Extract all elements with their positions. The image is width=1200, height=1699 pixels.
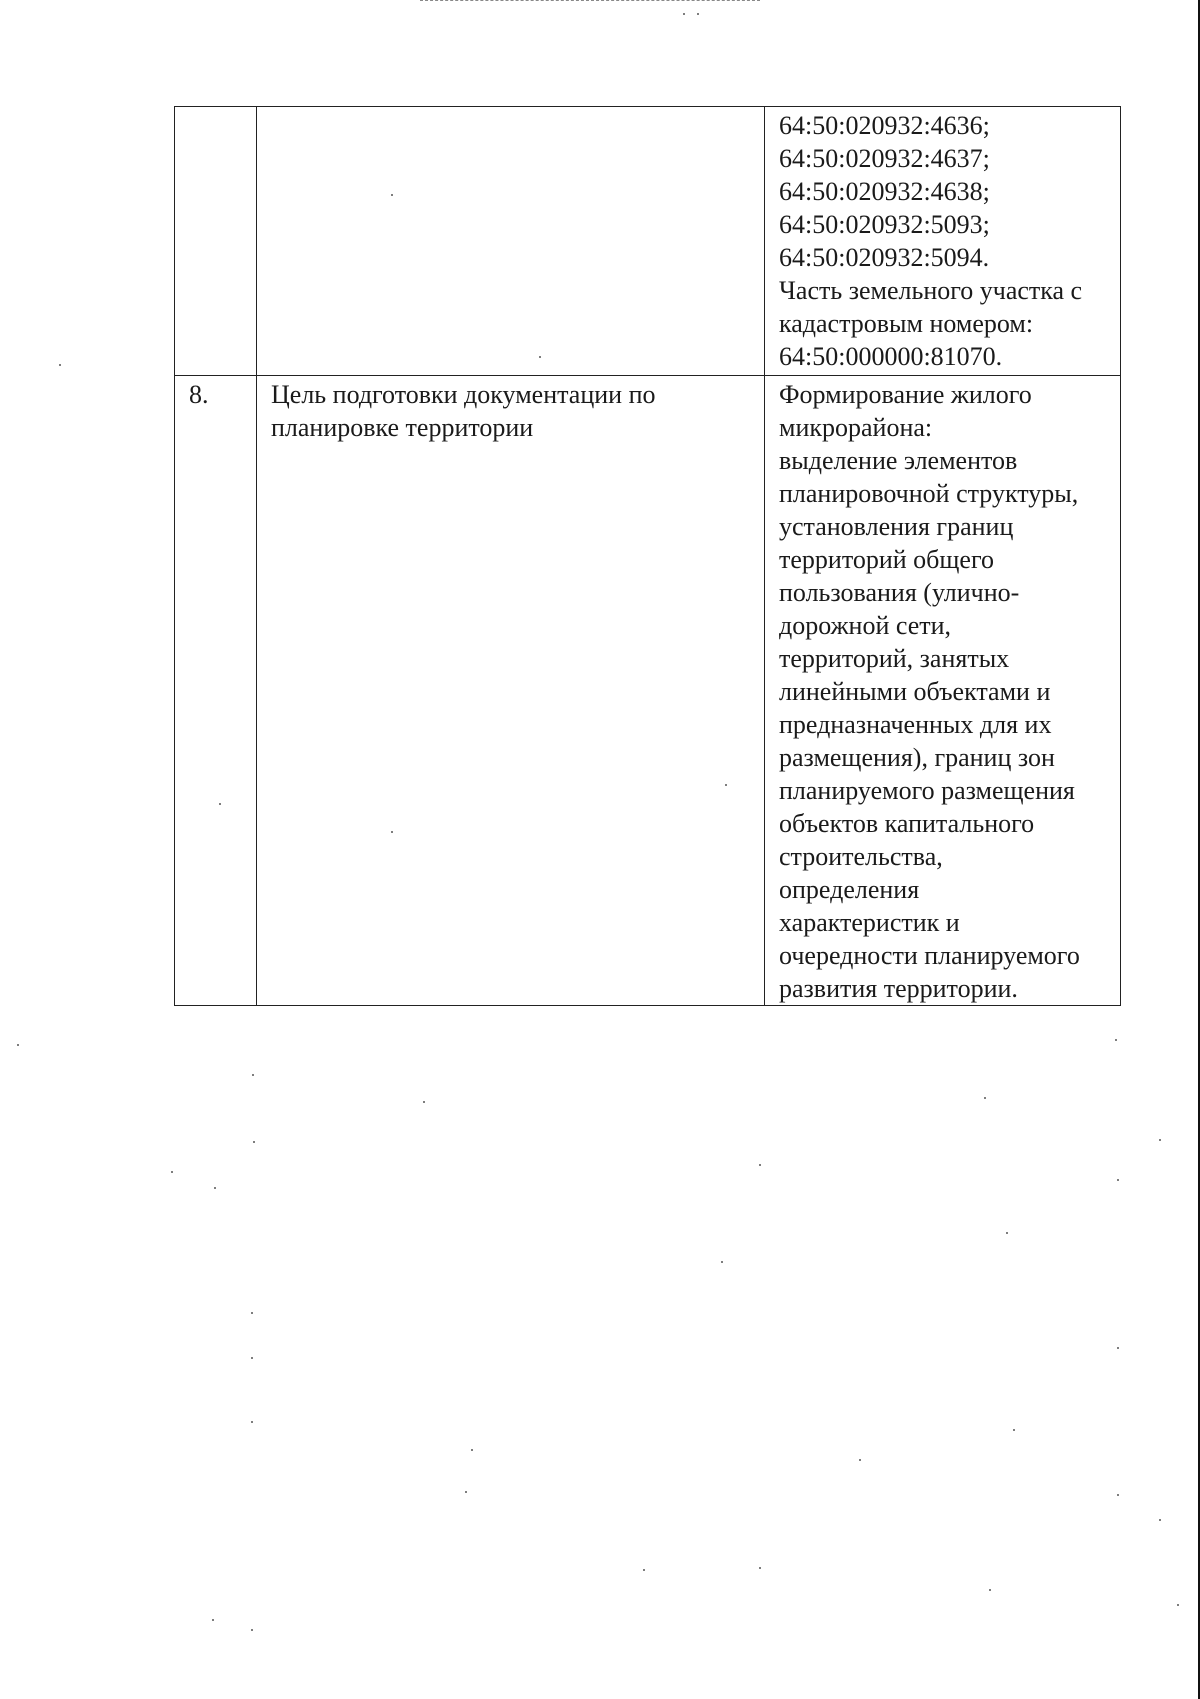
value-line: развития территории. xyxy=(779,974,1018,1003)
value-line: линейными объектами и xyxy=(779,677,1051,706)
scan-artifact xyxy=(420,0,760,3)
value-line: очередности планируемого xyxy=(779,941,1080,970)
value-line: Часть земельного участка с xyxy=(779,276,1083,305)
value-line: определения xyxy=(779,875,920,904)
value-line: Формирование жилого xyxy=(779,380,1032,409)
value-line: планируемого размещения xyxy=(779,776,1075,805)
value-line: 64:50:020932:4638; xyxy=(779,177,990,206)
row-number: 8. xyxy=(189,380,209,409)
row-name-cell xyxy=(257,107,765,376)
value-line: характеристик и xyxy=(779,908,960,937)
value-line: территорий общего xyxy=(779,545,994,574)
value-line: планировочной структуры, xyxy=(779,479,1079,508)
value-line: 64:50:020932:4637; xyxy=(779,144,990,173)
table-row xyxy=(175,107,1121,376)
name-line: планировке территории xyxy=(271,413,534,442)
parameters-table xyxy=(174,106,1121,1006)
value-line: территорий, занятых xyxy=(779,644,1010,673)
value-line: дорожной сети, xyxy=(779,611,952,640)
value-line: выделение элементов xyxy=(779,446,1018,475)
value-line: кадастровым номером: xyxy=(779,309,1034,338)
value-line: строительства, xyxy=(779,842,943,871)
value-line: микрорайона: xyxy=(779,413,933,442)
row-name-cell xyxy=(257,376,765,1006)
name-line: Цель подготовки документации по xyxy=(271,380,656,409)
value-line: 64:50:020932:4636; xyxy=(779,111,990,140)
value-line: пользования (улично- xyxy=(779,578,1020,607)
row-value-cell xyxy=(765,107,1121,376)
value-line: предназначенных для их xyxy=(779,710,1052,739)
value-line: 64:50:020932:5094. xyxy=(779,243,990,272)
value-line: размещения), границ зон xyxy=(779,743,1055,772)
row-value-cell xyxy=(765,376,1121,1006)
row-number-cell xyxy=(175,376,257,1006)
value-line: объектов капитального xyxy=(779,809,1035,838)
value-line: установления границ xyxy=(779,512,1014,541)
table-row xyxy=(175,376,1121,1006)
value-line: 64:50:000000:81070. xyxy=(779,342,1003,371)
row-number-cell xyxy=(175,107,257,376)
value-line: 64:50:020932:5093; xyxy=(779,210,990,239)
